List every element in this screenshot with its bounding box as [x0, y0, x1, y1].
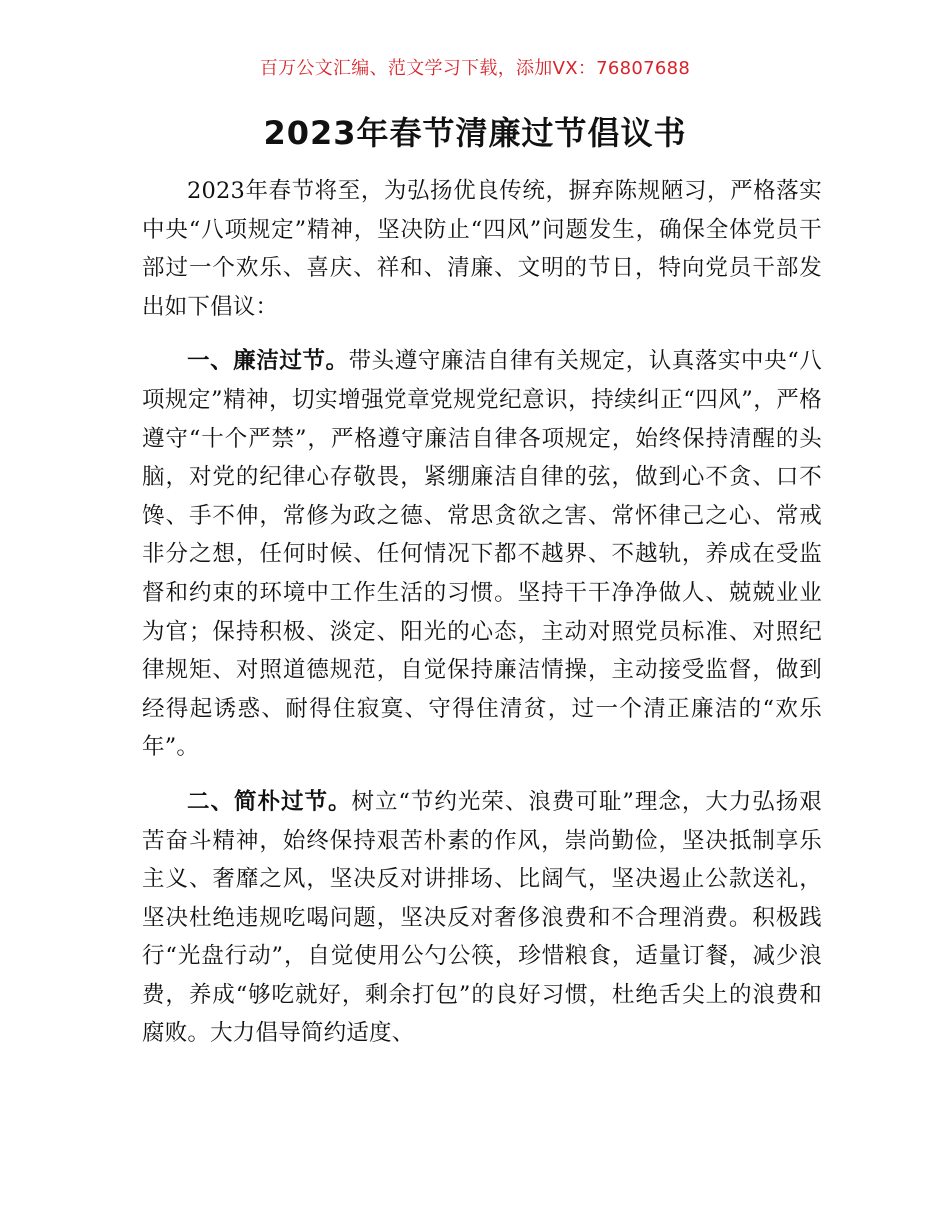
section-text: 带头遵守廉洁自律有关规定，认真落实中央“八项规定”精神，切实增强党章党规党纪意识，持续纠正“四风”，严格遵守“十个严禁”，严格遵守廉洁自律各项规定，始终保持清醒的头脑，对党的纪律心存敬畏，紧绷廉洁自律的弦，做到心不贪、口不馋、手不伸，常修为政之德、常思贪欲之害、常怀律己之心、常戒非分之想，任何时候、任何情况下都不越界、不越轨，养成在受监督和约束的环境中工作生活的习惯。坚持干干净净做人、兢兢业业为官；保持积极、淡定、阳光的心态，主动对照党员标准、对照纪律规矩、对照道德规范，自觉保持廉洁情操，主动接受监督，做到经得起诱惑、耐得住寂寞、守得住清贫，过一个清正廉洁的“欢乐年”。	[142, 348, 822, 761]
section-paragraph	[142, 342, 822, 767]
header-watermark-note: 百万公文汇编、范文学习下载，添加VX：76807688	[259, 58, 691, 79]
document-body	[142, 172, 822, 1069]
section-text: 树立“节约光荣、浪费可耻”理念，大力弘扬艰苦奋斗精神，始终保持艰苦朴素的作风，崇尚勤俭，坚决抵制享乐主义、奢靡之风，坚决反对讲排场、比阔气，坚决遏止公款送礼，坚决杜绝违规吃喝问题，坚决反对奢侈浪费和不合理消费。积极践行“光盘行动”，自觉使用公勺公筷，珍惜粮食，适量订餐，减少浪费，养成“够吃就好，剩余打包”的良好习惯，杜绝舌尖上的浪费和腐败。大力倡导简约适度、	[142, 788, 822, 1047]
intro-paragraph: 2023年春节将至，为弘扬优良传统，摒弃陈规陋习，严格落实中央“八项规定”精神，坚决防止“四风”问题发生，确保全体党员干部过一个欢乐、喜庆、祥和、清廉、文明的节日，特向党员干部发出如下倡议：	[142, 178, 822, 320]
section-heading: 二、简朴过节。	[187, 788, 352, 815]
section-heading: 一、廉洁过节。	[187, 348, 349, 375]
document-title: 2023年春节清廉过节倡议书	[263, 114, 687, 152]
section-paragraph	[142, 783, 822, 1053]
